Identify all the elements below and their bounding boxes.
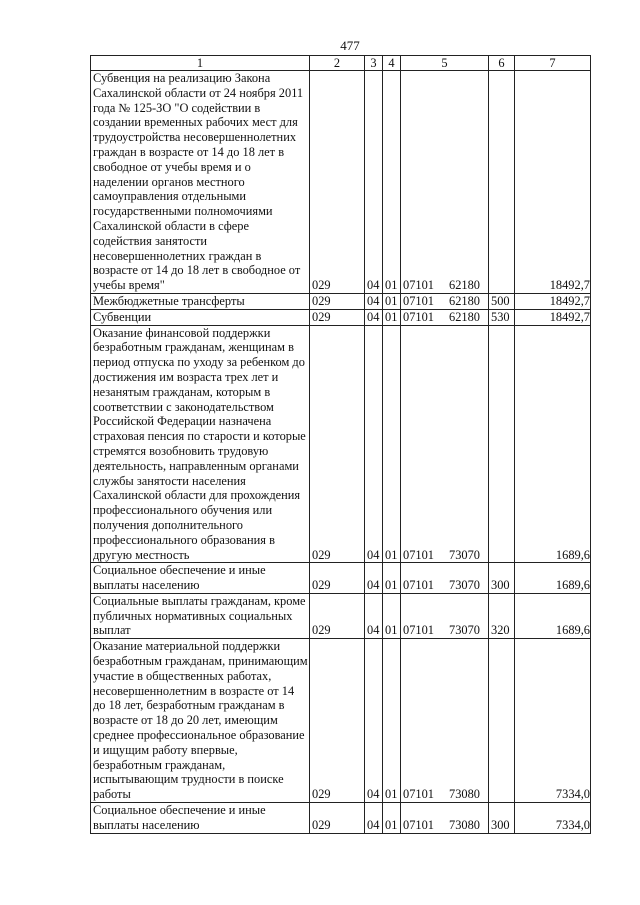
ministry-code-cell: 029 bbox=[310, 309, 365, 325]
row-name-cell: Субвенции bbox=[91, 309, 310, 325]
row-name-cell: Субвенция на реализацию Закона Сахалинской области от 24 ноября 2011 года № 125-ЗО "О содействии в создании временных рабочих мест для трудоустройства несовершеннолетних граждан в возрасте от 14 до 18 лет в свободное от учебы время и о наделении органов местного самоуправления отдельными государственными полномочиями Сахалинской области в сфере содействия занятости несовершеннолетних граждан в возрасте от 14 до 18 лет в свободное от учебы время" bbox=[91, 71, 310, 294]
column-header: 7 bbox=[515, 56, 591, 71]
column-header: 2 bbox=[310, 56, 365, 71]
expense-type-cell: 500 bbox=[489, 293, 515, 309]
table-row bbox=[91, 71, 591, 294]
column-header: 4 bbox=[383, 56, 401, 71]
subsection-code-cell: 01 bbox=[383, 293, 401, 309]
column-header: 1 bbox=[91, 56, 310, 71]
expense-type-cell: 320 bbox=[489, 593, 515, 638]
table-row bbox=[91, 639, 591, 803]
target-article-cell bbox=[401, 593, 489, 638]
ministry-code-cell: 029 bbox=[310, 593, 365, 638]
csr-program-code: 07101 bbox=[403, 578, 434, 593]
csr-program-code: 07101 bbox=[403, 293, 434, 308]
amount-cell: 7334,0 bbox=[515, 803, 591, 834]
row-name-cell: Оказание финансовой поддержки безработным гражданам, женщинам в период отпуска по уходу за ребенком до достижения им возраста трех лет и незанятым гражданам, которым в соответствии с законодательством Российской Федерации назначена страховая пенсия по старости и которые стремятся возобновить трудовую деятельность, направленным органами службы занятости населения Сахалинской области для прохождения профессионального обучения или получения дополнительного профессионального образования в другую местность bbox=[91, 325, 310, 563]
table-row bbox=[91, 325, 591, 563]
row-name-cell: Межбюджетные трансферты bbox=[91, 293, 310, 309]
target-article-cell bbox=[401, 639, 489, 803]
subsection-code-cell: 01 bbox=[383, 563, 401, 594]
section-code-cell: 04 bbox=[365, 325, 383, 563]
section-code-cell: 04 bbox=[365, 593, 383, 638]
csr-item-code: 73070 bbox=[449, 547, 480, 562]
row-name-cell: Социальное обеспечение и иные выплаты населению bbox=[91, 563, 310, 594]
target-article-cell bbox=[401, 71, 489, 294]
table-row bbox=[91, 293, 591, 309]
budget-table bbox=[90, 55, 591, 834]
table-row bbox=[91, 803, 591, 834]
amount-cell: 18492,7 bbox=[515, 309, 591, 325]
csr-program-code: 07101 bbox=[403, 547, 434, 562]
column-header: 5 bbox=[401, 56, 489, 71]
csr-item-code: 73080 bbox=[449, 817, 480, 832]
subsection-code-cell: 01 bbox=[383, 71, 401, 294]
csr-item-code: 62180 bbox=[449, 278, 480, 293]
expense-type-cell bbox=[489, 71, 515, 294]
expense-type-cell bbox=[489, 639, 515, 803]
section-code-cell: 04 bbox=[365, 293, 383, 309]
table-row bbox=[91, 563, 591, 594]
row-name-cell: Социальные выплаты гражданам, кроме публичных нормативных социальных выплат bbox=[91, 593, 310, 638]
ministry-code-cell: 029 bbox=[310, 563, 365, 594]
subsection-code-cell: 01 bbox=[383, 639, 401, 803]
subsection-code-cell: 01 bbox=[383, 803, 401, 834]
csr-item-code: 73070 bbox=[449, 578, 480, 593]
csr-item-code: 73070 bbox=[449, 623, 480, 638]
csr-program-code: 07101 bbox=[403, 278, 434, 293]
section-code-cell: 04 bbox=[365, 803, 383, 834]
page-number: 477 bbox=[340, 38, 360, 53]
section-code-cell: 04 bbox=[365, 639, 383, 803]
expense-type-cell: 530 bbox=[489, 309, 515, 325]
amount-cell: 1689,6 bbox=[515, 325, 591, 563]
expense-type-cell: 300 bbox=[489, 563, 515, 594]
csr-program-code: 07101 bbox=[403, 817, 434, 832]
column-header: 3 bbox=[365, 56, 383, 71]
csr-program-code: 07101 bbox=[403, 309, 434, 324]
ministry-code-cell: 029 bbox=[310, 293, 365, 309]
ministry-code-cell: 029 bbox=[310, 325, 365, 563]
table-row bbox=[91, 593, 591, 638]
column-header: 6 bbox=[489, 56, 515, 71]
amount-cell: 1689,6 bbox=[515, 563, 591, 594]
target-article-cell bbox=[401, 803, 489, 834]
subsection-code-cell: 01 bbox=[383, 325, 401, 563]
amount-cell: 18492,7 bbox=[515, 293, 591, 309]
target-article-cell bbox=[401, 325, 489, 563]
table-row bbox=[91, 309, 591, 325]
header-row bbox=[91, 56, 591, 71]
section-code-cell: 04 bbox=[365, 563, 383, 594]
csr-program-code: 07101 bbox=[403, 623, 434, 638]
amount-cell: 1689,6 bbox=[515, 593, 591, 638]
target-article-cell bbox=[401, 309, 489, 325]
amount-cell: 7334,0 bbox=[515, 639, 591, 803]
expense-type-cell bbox=[489, 325, 515, 563]
section-code-cell: 04 bbox=[365, 309, 383, 325]
subsection-code-cell: 01 bbox=[383, 593, 401, 638]
ministry-code-cell: 029 bbox=[310, 803, 365, 834]
expense-type-cell: 300 bbox=[489, 803, 515, 834]
row-name-cell: Социальное обеспечение и иные выплаты населению bbox=[91, 803, 310, 834]
ministry-code-cell: 029 bbox=[310, 71, 365, 294]
row-name-cell: Оказание материальной поддержки безработным гражданам, принимающим участие в общественных работах, несовершеннолетним в возрасте от 14 до 18 лет, безработным гражданам в возрасте от 18 до 20 лет, имеющим среднее профессиональное образование и ищущим работу впервые, безработным гражданам, испытывающим трудности в поиске работы bbox=[91, 639, 310, 803]
target-article-cell bbox=[401, 563, 489, 594]
ministry-code-cell: 029 bbox=[310, 639, 365, 803]
amount-cell: 18492,7 bbox=[515, 71, 591, 294]
csr-item-code: 62180 bbox=[449, 293, 480, 308]
csr-program-code: 07101 bbox=[403, 787, 434, 802]
target-article-cell bbox=[401, 293, 489, 309]
subsection-code-cell: 01 bbox=[383, 309, 401, 325]
section-code-cell: 04 bbox=[365, 71, 383, 294]
csr-item-code: 62180 bbox=[449, 309, 480, 324]
csr-item-code: 73080 bbox=[449, 787, 480, 802]
